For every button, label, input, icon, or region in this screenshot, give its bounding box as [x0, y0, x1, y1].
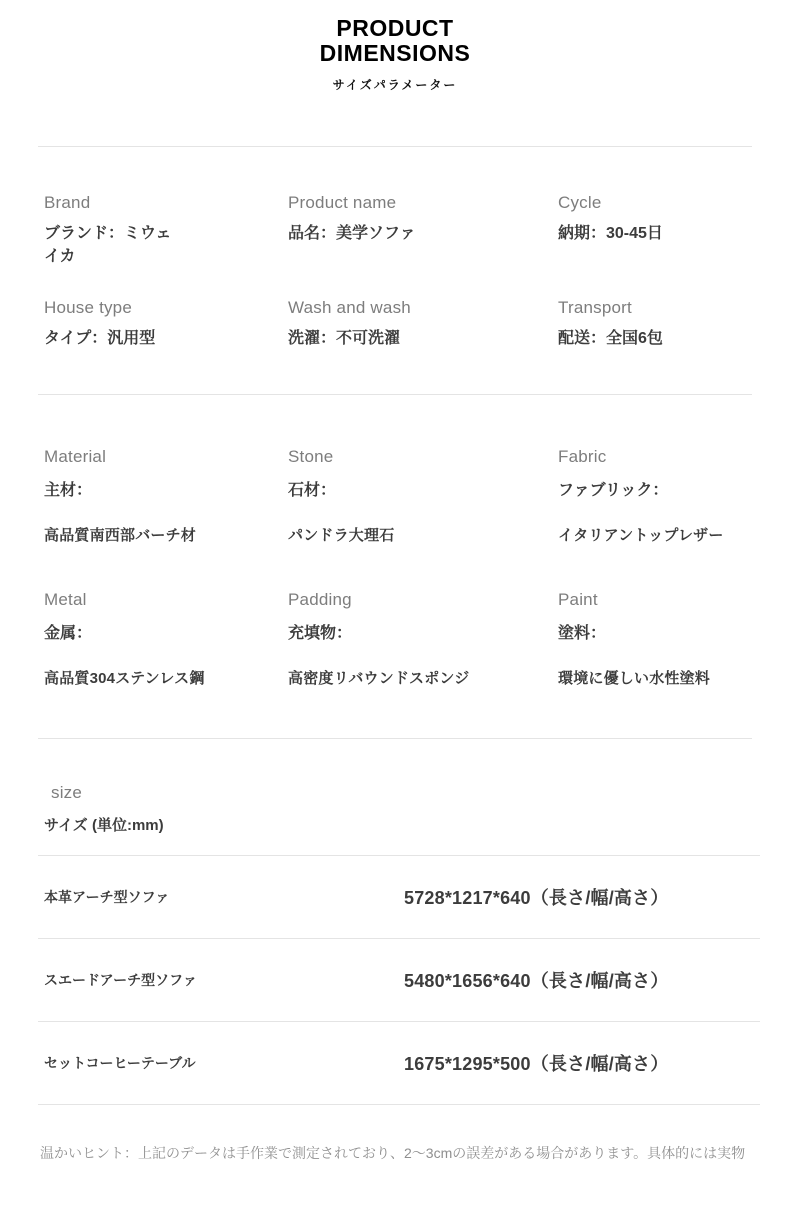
size-table-row	[38, 939, 760, 1022]
material-label-ja: ファブリック：	[558, 482, 669, 500]
material-value: 環境に優しい水性塗料	[558, 670, 711, 688]
size-item-dimensions: 1675*1295*500（長さ/幅/高さ）	[404, 1054, 669, 1075]
size-label-en: size	[51, 783, 83, 803]
material-label-en: Metal	[44, 590, 87, 610]
size-table-row	[38, 856, 760, 939]
material-value: 高密度リバウンドスポンジ	[288, 670, 470, 688]
material-cell-wood	[44, 447, 288, 545]
page-title-line2: DIMENSIONS	[319, 40, 471, 67]
material-label-ja: 石材：	[288, 482, 337, 500]
spec-label-en: Product name	[288, 192, 397, 212]
size-item-name: スエードアーチ型ソファ	[44, 972, 197, 989]
material-label-ja: 塗料：	[558, 625, 607, 643]
spec-value: 洗濯：不可洗濯	[288, 329, 401, 347]
spec-label-en: Cycle	[558, 192, 602, 212]
spec-label-en: Transport	[558, 297, 632, 317]
material-cell-padding	[288, 590, 558, 688]
material-cell-metal	[44, 590, 288, 688]
material-value: パンドラ大理石	[288, 527, 395, 545]
spec-cell-product-name	[288, 193, 558, 268]
spec-value: タイプ：汎用型	[44, 329, 156, 347]
spec-cell-house-type	[44, 298, 288, 350]
material-label-en: Padding	[288, 590, 352, 610]
material-label-ja: 金属：	[44, 625, 93, 643]
spec-value: 配送：全国6包	[558, 329, 663, 347]
page-header	[0, 0, 790, 93]
page-subtitle: サイズパラメーター	[332, 77, 458, 92]
basic-specs-section	[0, 147, 790, 395]
material-value: 高品質南西部バーチ材	[44, 527, 197, 545]
materials-section	[0, 395, 790, 738]
spec-value: 納期：30-45日	[558, 224, 663, 242]
material-label-ja: 主材：	[44, 482, 93, 500]
size-item-name: 本革アーチ型ソファ	[44, 889, 170, 906]
spec-cell-transport	[558, 298, 790, 350]
size-item-dimensions: 5480*1656*640（長さ/幅/高さ）	[404, 971, 669, 992]
material-label-en: Paint	[558, 590, 598, 610]
material-value: イタリアントップレザー	[558, 527, 724, 545]
spec-cell-wash	[288, 298, 558, 350]
page-title-line1: PRODUCT	[336, 15, 454, 41]
size-label-ja: サイズ (単位:mm)	[44, 817, 164, 835]
material-cell-stone	[288, 447, 558, 545]
footer-note: 温かいヒント：上記のデータは手作業で測定されており、2〜3cmの誤差がある場合があります。具体的には実物	[40, 1145, 746, 1162]
material-label-en: Fabric	[558, 447, 607, 467]
spec-value: ブランド：ミウェイカ	[44, 224, 172, 265]
spec-value: 品名：美学ソファ	[288, 224, 416, 242]
spec-label-en: Brand	[44, 192, 91, 212]
spec-label-en: Wash and wash	[288, 297, 411, 317]
material-cell-paint	[558, 590, 790, 688]
spec-cell-brand	[44, 193, 288, 268]
size-section-header	[0, 739, 790, 855]
material-label-en: Material	[44, 447, 107, 467]
material-label-ja: 充填物：	[288, 625, 353, 643]
page-title	[0, 16, 790, 67]
size-item-dimensions: 5728*1217*640（長さ/幅/高さ）	[404, 888, 669, 909]
size-table	[38, 855, 760, 1105]
material-cell-fabric	[558, 447, 790, 545]
size-table-row	[38, 1022, 760, 1105]
size-item-name: セットコーヒーテーブル	[44, 1055, 196, 1072]
spec-cell-cycle	[558, 193, 790, 268]
spec-label-en: House type	[44, 297, 132, 317]
material-label-en: Stone	[288, 447, 334, 467]
material-value: 高品質304ステンレス鋼	[44, 670, 205, 688]
